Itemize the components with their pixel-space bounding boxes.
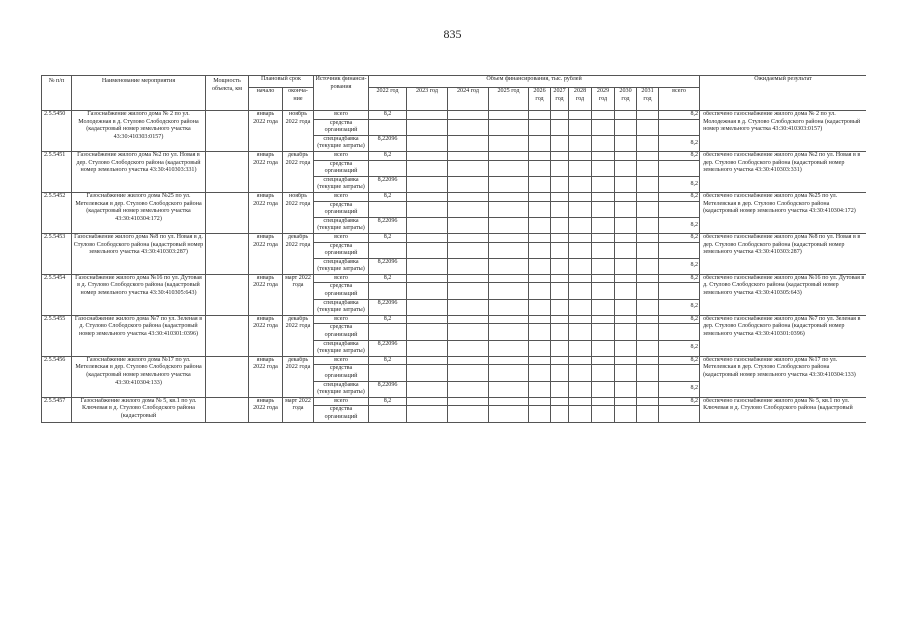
row-source-org: средства организаций bbox=[314, 201, 369, 217]
table-wrapper bbox=[41, 75, 866, 582]
row-source-total: всего bbox=[314, 151, 369, 160]
header-year-2027: 2027 год bbox=[551, 88, 569, 111]
header-year-2028: 2028 год bbox=[569, 88, 592, 111]
row-sum-special: 8,2 bbox=[659, 299, 700, 315]
row-2022-total: 8,2 bbox=[369, 233, 407, 242]
row-result: обеспечено газоснабжение жилого дома № 5, кв.1 по ул. Ключевая в д. Стулово Слободского района (кадастровый bbox=[700, 397, 866, 422]
financing-table bbox=[41, 75, 866, 423]
row-2022-special: 8,22096 bbox=[369, 381, 407, 397]
row-number: 2.5.5454 bbox=[42, 274, 72, 315]
row-end: март 2022 года bbox=[283, 274, 314, 315]
row-sum-total: 8,2 bbox=[659, 356, 700, 365]
row-result: обеспечено газоснабжение жилого дома №17 по ул. Метелевская в дер. Стулово Слободского района (кадастровый номер земельного участка 43:30:410304:133) bbox=[700, 356, 866, 397]
row-source-org: средства организаций bbox=[314, 365, 369, 381]
row-2022-total: 8,2 bbox=[369, 397, 407, 406]
row-2022-special: 8,22096 bbox=[369, 217, 407, 233]
row-name: Газоснабжение жилого дома №16 по ул. Дутовая в д. Стулово Слободского района (кадастровый номер земельного участка 43:30:410305:643) bbox=[72, 274, 206, 315]
row-2022-total: 8,2 bbox=[369, 356, 407, 365]
row-sum-special: 8,2 bbox=[659, 340, 700, 356]
row-start: январь 2022 года bbox=[249, 274, 283, 315]
header-year-2029: 2029 год bbox=[592, 88, 615, 111]
row-2022-special: 8,22096 bbox=[369, 340, 407, 356]
row-start: январь 2022 года bbox=[249, 233, 283, 274]
row-sum-total: 8,2 bbox=[659, 233, 700, 242]
row-2022-special: 8,22096 bbox=[369, 176, 407, 192]
row-power bbox=[206, 111, 249, 152]
header-num: № п/п bbox=[42, 76, 72, 111]
row-start: январь 2022 года bbox=[249, 397, 283, 422]
row-source-total: всего bbox=[314, 397, 369, 406]
header-year-2031: 2031 год bbox=[637, 88, 659, 111]
row-power bbox=[206, 397, 249, 422]
header-result: Ожидаемый результат bbox=[700, 76, 866, 111]
row-result: обеспечено газоснабжение жилого дома № 2 по ул. Молодежная в д. Стулово Слободского района (кадастровый номер земельного участка 43:30:410303:0157) bbox=[700, 111, 866, 152]
row-2022-total: 8,2 bbox=[369, 315, 407, 324]
row-source-special: спецнадбавка (текущие затраты) bbox=[314, 135, 369, 151]
row-2022-total: 8,2 bbox=[369, 111, 407, 120]
row-source-special: спецнадбавка (текущие затраты) bbox=[314, 381, 369, 397]
table-body bbox=[42, 111, 867, 423]
header-year-2023: 2023 год bbox=[407, 88, 448, 111]
row-2022-total: 8,2 bbox=[369, 192, 407, 201]
header-year-2025: 2025 год bbox=[489, 88, 529, 111]
row-source-special: спецнадбавка (текущие затраты) bbox=[314, 340, 369, 356]
header-name: Наименование мероприятия bbox=[72, 76, 206, 111]
row-sum-special: 8,2 bbox=[659, 135, 700, 151]
row-2022-special: 8,22096 bbox=[369, 299, 407, 315]
header-year-2024: 2024 год bbox=[448, 88, 489, 111]
row-source-org: средства организаций bbox=[314, 324, 369, 340]
row-end: декабрь 2022 года bbox=[283, 356, 314, 397]
row-sum-total: 8,2 bbox=[659, 111, 700, 120]
row-source-total: всего bbox=[314, 315, 369, 324]
row-2022-total: 8,2 bbox=[369, 274, 407, 283]
row-sum-total: 8,2 bbox=[659, 397, 700, 406]
table-row bbox=[42, 233, 867, 242]
table-row bbox=[42, 192, 867, 201]
row-source-special: спецнадбавка (текущие затраты) bbox=[314, 217, 369, 233]
row-end: ноябрь 2022 года bbox=[283, 111, 314, 152]
row-power bbox=[206, 274, 249, 315]
row-number: 2.5.5455 bbox=[42, 315, 72, 356]
row-name: Газоснабжение жилого дома № 2 по ул. Молодежная в д. Стулово Слободского района (кадастровый номер земельного участка 43:30:410303:0157) bbox=[72, 111, 206, 152]
row-result: обеспечено газоснабжение жилого дома №25 по ул. Метелевская в дер. Стулово Слободского района (кадастровый номер земельного участка 43:30:410304:172) bbox=[700, 192, 866, 233]
header-year-2030: 2030 год bbox=[615, 88, 637, 111]
page-number: 835 bbox=[443, 27, 462, 41]
row-source-org: средства организаций bbox=[314, 160, 369, 176]
row-number: 2.5.5456 bbox=[42, 356, 72, 397]
row-result: обеспечено газоснабжение жилого дома №7 по ул. Зеленая в дер. Стулово Слободского района (кадастровый номер земельного участка 43:30:410301:0396) bbox=[700, 315, 866, 356]
row-number: 2.5.5457 bbox=[42, 397, 72, 422]
row-name: Газоснабжение жилого дома №25 по ул. Метелевская в дер. Стулово Слободского района (кадастровый номер земельного участка 43:30:410304:172) bbox=[72, 192, 206, 233]
row-start: январь 2022 года bbox=[249, 111, 283, 152]
row-start: январь 2022 года bbox=[249, 192, 283, 233]
header-power: Мощность объекта, км bbox=[206, 76, 249, 111]
row-name: Газоснабжение жилого дома №2 по ул. Новая в дер. Стулово Слободского района (кадастровый номер земельного участка 43:30:410303:331) bbox=[72, 151, 206, 192]
table-row bbox=[42, 151, 867, 160]
row-end: декабрь 2022 года bbox=[283, 151, 314, 192]
row-sum-special: 8,2 bbox=[659, 381, 700, 397]
table-row bbox=[42, 356, 867, 365]
row-start: январь 2022 года bbox=[249, 151, 283, 192]
row-2022-special: 8,22096 bbox=[369, 135, 407, 151]
row-result: обеспечено газоснабжение жилого дома №2 по ул. Новая в в дер. Стулово Слободского района (кадастровый номер земельного участка 43:30:410303:331) bbox=[700, 151, 866, 192]
row-power bbox=[206, 356, 249, 397]
row-sum-total: 8,2 bbox=[659, 192, 700, 201]
row-source-org: средства организаций bbox=[314, 119, 369, 135]
row-name: Газоснабжение жилого дома №7 по ул. Зеленая в д. Стулово Слободского района (кадастровый номер земельного участка 43:30:410301:0396) bbox=[72, 315, 206, 356]
table-row bbox=[42, 315, 867, 324]
table-row bbox=[42, 274, 867, 283]
row-number: 2.5.5452 bbox=[42, 192, 72, 233]
row-power bbox=[206, 233, 249, 274]
header-source: Источник финанси-рования bbox=[314, 76, 369, 111]
row-source-total: всего bbox=[314, 233, 369, 242]
row-name: Газоснабжение жилого дома № 5, кв.1 по ул. Ключевая в д. Стулово Слободского района (кадастровый bbox=[72, 397, 206, 422]
row-source-special: спецнадбавка (текущие затраты) bbox=[314, 258, 369, 274]
row-name: Газоснабжение жилого дома №8 по ул. Новая в д. Стулово Слободского района (кадастровый номер земельного участка 43:30:410303:287) bbox=[72, 233, 206, 274]
row-source-org: средства организаций bbox=[314, 283, 369, 299]
row-end: март 2022 года bbox=[283, 397, 314, 422]
table-row bbox=[42, 111, 867, 120]
table-header bbox=[42, 76, 867, 111]
row-source-special: спецнадбавка (текущие затраты) bbox=[314, 176, 369, 192]
header-year-2022: 2022 год bbox=[369, 88, 407, 111]
header-period-end: оконча-ние bbox=[283, 88, 314, 111]
row-result: обеспечено газоснабжение жилого дома №16 по ул. Дутовая в д. Стулово Слободского района (кадастровый номер земельного участка 43:30:410305:643) bbox=[700, 274, 866, 315]
row-source-total: всего bbox=[314, 356, 369, 365]
table-row bbox=[42, 397, 867, 406]
row-2022-special: 8,22096 bbox=[369, 258, 407, 274]
row-start: январь 2022 года bbox=[249, 315, 283, 356]
row-number: 2.5.5450 bbox=[42, 111, 72, 152]
header-period: Плановый срок bbox=[249, 76, 314, 88]
row-number: 2.5.5453 bbox=[42, 233, 72, 274]
row-sum-total: 8,2 bbox=[659, 151, 700, 160]
row-power bbox=[206, 192, 249, 233]
header-year-2026: 2026 год bbox=[529, 88, 551, 111]
row-sum-total: 8,2 bbox=[659, 274, 700, 283]
row-end: ноябрь 2022 года bbox=[283, 192, 314, 233]
row-source-org: средства организаций bbox=[314, 242, 369, 258]
header-funding: Объем финансирования, тыс. рублей bbox=[369, 76, 700, 88]
row-source-org: средства организаций bbox=[314, 406, 369, 422]
row-sum-total: 8,2 bbox=[659, 315, 700, 324]
row-sum-special: 8,2 bbox=[659, 258, 700, 274]
row-end: декабрь 2022 года bbox=[283, 315, 314, 356]
row-2022-total: 8,2 bbox=[369, 151, 407, 160]
row-sum-special: 8,2 bbox=[659, 217, 700, 233]
row-source-total: всего bbox=[314, 274, 369, 283]
row-power bbox=[206, 151, 249, 192]
header-period-start: начало bbox=[249, 88, 283, 111]
row-name: Газоснабжение жилого дома №17 по ул. Метелевская в дер. Стулово Слободского района (кадастровый номер земельного участка 43:30:410304:133) bbox=[72, 356, 206, 397]
row-source-special: спецнадбавка (текущие затраты) bbox=[314, 299, 369, 315]
row-power bbox=[206, 315, 249, 356]
row-sum-special: 8,2 bbox=[659, 176, 700, 192]
row-result: обеспечено газоснабжение жилого дома №8 по ул. Новая в в дер. Стулово Слободского района (кадастровый номер земельного участка 43:30:410303:287) bbox=[700, 233, 866, 274]
row-number: 2.5.5451 bbox=[42, 151, 72, 192]
row-source-total: всего bbox=[314, 111, 369, 120]
row-start: январь 2022 года bbox=[249, 356, 283, 397]
header-total: всего bbox=[659, 88, 700, 111]
row-source-total: всего bbox=[314, 192, 369, 201]
row-end: декабрь 2022 года bbox=[283, 233, 314, 274]
